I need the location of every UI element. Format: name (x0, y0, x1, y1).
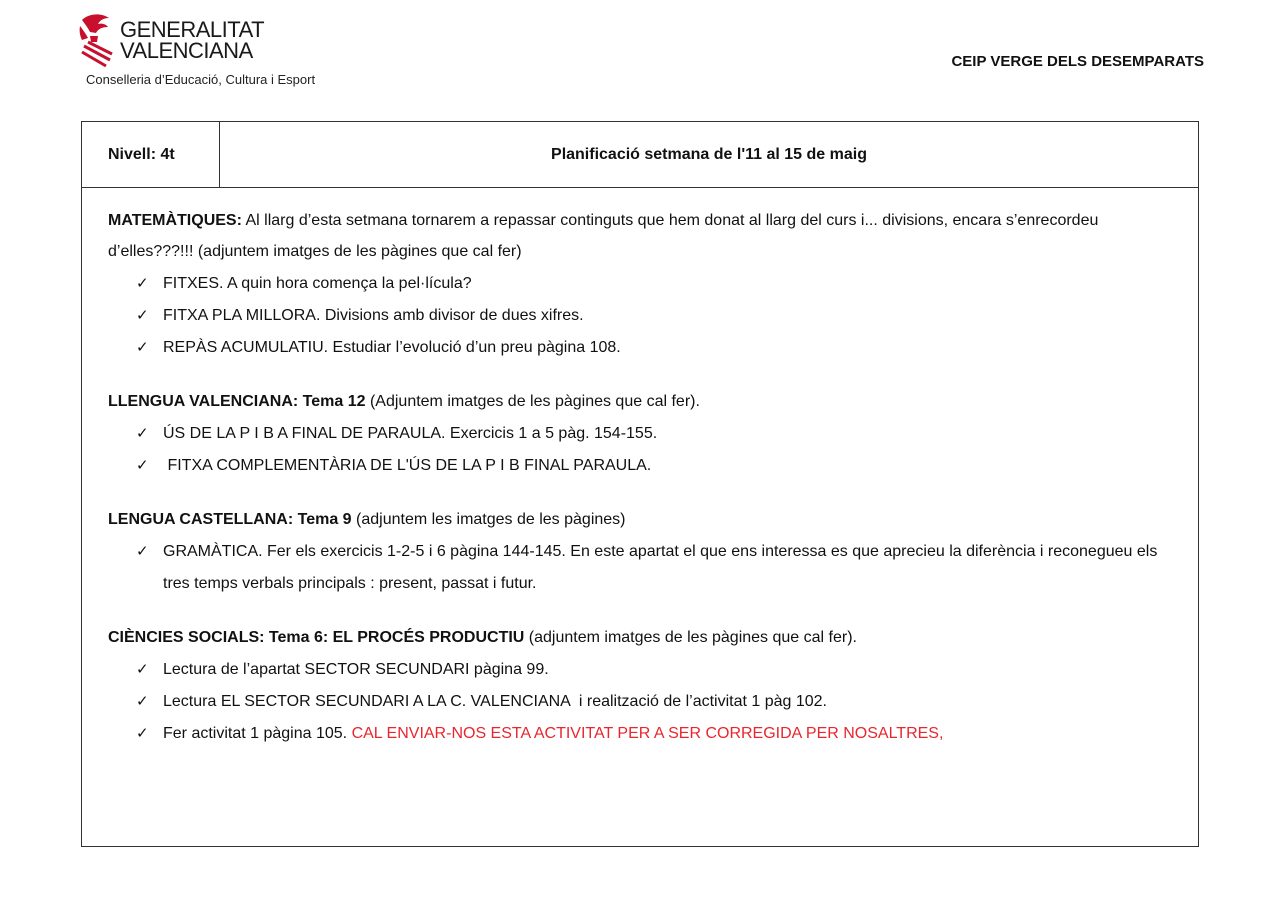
checkmark-icon: ✓ (136, 425, 149, 442)
list-item (108, 686, 1188, 718)
generalitat-logo (76, 12, 266, 72)
section-intro-text: (Adjuntem imatges de les pàgines que cal fer). (365, 393, 700, 410)
checkmark-icon: ✓ (136, 457, 149, 474)
checkmark-icon: ✓ (136, 725, 149, 742)
task-list (108, 418, 1188, 482)
conselleria-label: Conselleria d’Educació, Cultura i Esport (86, 72, 316, 87)
task-list (108, 654, 1188, 750)
list-item (108, 718, 1188, 750)
table-body (108, 205, 1188, 772)
list-item-text: FITXA COMPLEMENTÀRIA DE L'ÚS DE LA P I B FINAL PARAULA. (163, 457, 652, 474)
checkmark-icon: ✓ (136, 543, 149, 560)
section-matematiques (108, 205, 1188, 364)
section-title: LLENGUA VALENCIANA: Tema 12 (108, 393, 366, 410)
section-llengua-valenciana (108, 386, 1188, 482)
planning-table (81, 121, 1199, 847)
list-item-text: Lectura de l’apartat SECTOR SECUNDARI pàgina 99. (163, 661, 549, 678)
section-intro (108, 386, 1188, 417)
checkmark-icon: ✓ (136, 339, 149, 356)
plan-title-cell: Planificació setmana de l'11 al 15 de maig (551, 146, 867, 163)
list-item (108, 332, 1188, 364)
task-list (108, 536, 1188, 600)
generalitat-bat-logo-icon (76, 12, 116, 70)
list-item (108, 300, 1188, 332)
school-name: CEIP VERGE DELS DESEMPARATS (951, 53, 1204, 70)
checkmark-icon: ✓ (136, 275, 149, 292)
list-item (108, 418, 1188, 450)
list-item-text: Lectura EL SECTOR SECUNDARI A LA C. VALENCIANA i realització de l’activitat 1 pàg 102. (163, 693, 827, 710)
list-item (108, 654, 1188, 686)
list-item-text: FITXA PLA MILLORA. Divisions amb divisor de dues xifres. (163, 307, 584, 324)
list-item-text: Fer activitat 1 pàgina 105. (163, 725, 352, 742)
section-title: LENGUA CASTELLANA: Tema 9 (108, 511, 352, 528)
list-item-text: ÚS DE LA P I B A FINAL DE PARAULA. Exercicis 1 a 5 pàg. 154-155. (163, 425, 658, 442)
list-item-text: REPÀS ACUMULATIU. Estudiar l’evolució d’un preu pàgina 108. (163, 339, 621, 356)
list-item (108, 536, 1188, 600)
checkmark-icon: ✓ (136, 307, 149, 324)
section-lengua-castellana (108, 504, 1188, 600)
list-item (108, 268, 1188, 300)
logo-text: GENERALITAT VALENCIANA (120, 17, 265, 63)
warning-text: CAL ENVIAR-NOS ESTA ACTIVITAT PER A SER CORREGIDA PER NOSALTRES, (351, 725, 944, 742)
section-intro (108, 205, 1188, 267)
checkmark-icon: ✓ (136, 661, 149, 678)
table-header-row (82, 122, 1198, 188)
section-intro-text: (adjuntem imatges de les pàgines que cal fer). (524, 629, 857, 646)
section-title: MATEMÀTIQUES: (108, 212, 242, 229)
level-cell: Nivell: 4t (82, 122, 220, 187)
checkmark-icon: ✓ (136, 693, 149, 710)
section-intro-text: Al llarg d’esta setmana tornarem a repassar continguts que hem donat al llarg del curs i... divisions, encara s’enrecordeu d’elles???!!! (adjuntem imatges de les pàgines que cal fer) (108, 212, 1099, 260)
section-title: CIÈNCIES SOCIALS: Tema 6: EL PROCÉS PRODUCTIU (108, 629, 525, 646)
section-intro (108, 622, 1188, 653)
list-item (108, 450, 1188, 482)
task-list (108, 268, 1188, 364)
list-item-text: FITXES. A quin hora comença la pel·lícula? (163, 275, 472, 292)
section-intro (108, 504, 1188, 535)
section-ciencies-socials (108, 622, 1188, 750)
list-item-text: GRAMÀTICA. Fer els exercicis 1-2-5 i 6 pàgina 144-145. En este apartat el que ens interessa es que aprecieu la diferència i reconegueu els tres temps verbals principals : present, passat i futur. (163, 543, 1158, 592)
section-intro-text: (adjuntem les imatges de les pàgines) (351, 511, 626, 528)
